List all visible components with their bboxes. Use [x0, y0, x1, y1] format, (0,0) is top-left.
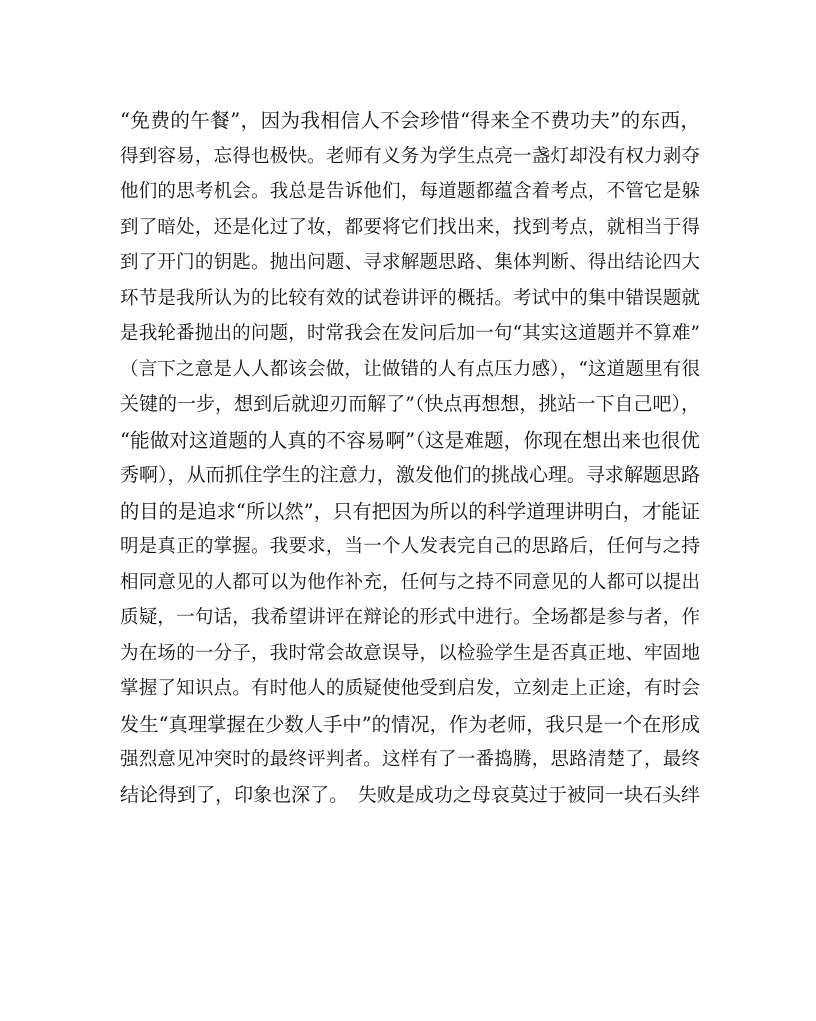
text-line-15: 质疑，一句话，我希望讲评在辩论的形式中进行。全场都是参与者，作 [120, 607, 700, 628]
text-line-20: 结论得到了，印象也深了。 失败是成功之母哀莫过于被同一块石头绊 [120, 783, 700, 806]
text-line-10: “能做对这道题的人真的不容易啊”（这是难题，你现在想出来也很优 [120, 428, 700, 452]
text-line-2: 得到容易，忘得也极快。老师有义务为学生点亮一盏灯却没有权力剥夺 [120, 145, 700, 167]
text-line-19: 强烈意见冲突时的最终评判者。这样有了一番捣腾，思路清楚了，最终 [120, 749, 700, 770]
text-line-11: 秀啊），从而抓住学生的注意力，激发他们的挑战心理。寻求解题思路 [120, 464, 700, 486]
text-line-7: 是我轮番抛出的问题，时常我会在发问后加一句“其实这道题并不算难” [120, 323, 700, 344]
text-line-13: 明是真正的掌握。我要求，当一个人发表完自己的思路后，任何与之持 [120, 536, 700, 557]
text-line-9: 关键的一步，想到后就迎刃而解了”（快点再想想，挑站一下自己吧）， [120, 393, 700, 415]
text-line-17: 掌握了知识点。有时他人的质疑使他受到启发，立刻走上正途，有时会 [120, 678, 700, 699]
text-line-5: 到了开门的钥匙。抛出问题、寻求解题思路、集体判断、得出结论四大 [120, 252, 700, 273]
text-line-4: 到了暗处，还是化过了妆，都要将它们找出来，找到考点，就相当于得 [120, 216, 700, 238]
text-line-12: 的目的是追求“所以然”，只有把因为所以的科学道理讲明白，才能证 [120, 499, 700, 523]
text-line-18: 发生“真理掌握在少数人手中”的情况，作为老师，我只是一个在形成 [120, 712, 700, 736]
text-line-6: 环节是我所认为的比较有效的试卷讲评的概括。考试中的集中错误题就 [120, 287, 700, 309]
text-line-8: （言下之意是人人都该会做，让做错的人有点压力感），“这道题里有很 [120, 358, 700, 380]
text-line-14: 相同意见的人都可以为他作补充，任何与之持不同意见的人都可以提出 [120, 571, 700, 593]
body-text [120, 103, 700, 813]
text-line-3: 他们的思考机会。我总是告诉他们，每道题都蕴含着考点，不管它是躲 [120, 181, 700, 202]
text-line-1: “免费的午餐”，因为我相信人不会珍惜“得来全不费功夫”的东西， [120, 109, 700, 132]
text-line-16: 为在场的一分子，我时常会故意误导，以检验学生是否真正地、牢固地 [120, 642, 700, 664]
